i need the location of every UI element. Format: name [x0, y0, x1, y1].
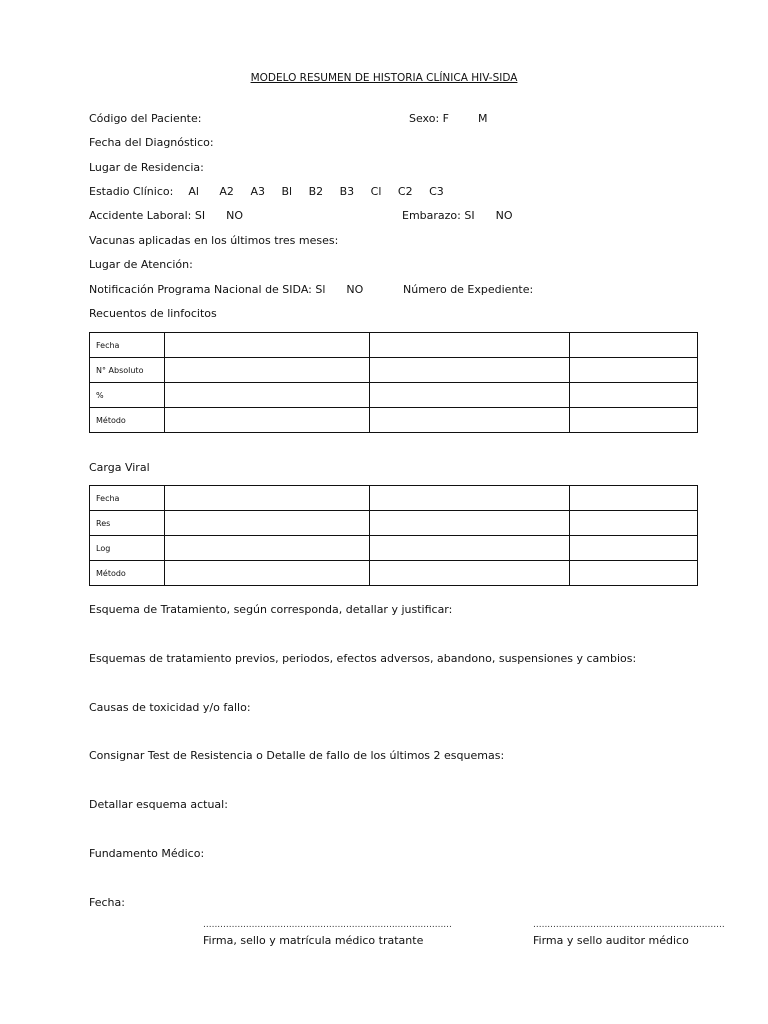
table-cell[interactable]	[570, 383, 698, 408]
table-cell[interactable]	[570, 333, 698, 358]
section-fundamento-medico: Fundamento Médico:	[89, 847, 205, 860]
carga-viral-table	[89, 485, 698, 586]
table-cell[interactable]	[165, 486, 370, 511]
signature-line-left: .......................................................................................	[203, 920, 452, 930]
estadio-clinico-row	[89, 185, 444, 198]
notificacion-si-option: Sl	[315, 283, 326, 296]
table-cell[interactable]	[570, 486, 698, 511]
table-cell[interactable]	[570, 408, 698, 433]
table-cell[interactable]	[165, 536, 370, 561]
table-row	[90, 358, 698, 383]
table-row	[90, 383, 698, 408]
table-cell[interactable]	[165, 358, 370, 383]
estadio-option: A3	[250, 185, 265, 198]
fecha-diagnostico-label: Fecha del Diagnóstico:	[89, 136, 214, 149]
table-cell[interactable]	[570, 511, 698, 536]
sexo-m-option: M	[478, 112, 488, 125]
table-cell[interactable]	[570, 536, 698, 561]
table-cell[interactable]	[370, 561, 570, 586]
section-esquema-tratamiento: Esquema de Tratamiento, según corresponda, detallar y justificar:	[89, 603, 453, 616]
row-label: N° Absoluto	[90, 358, 165, 383]
embarazo-row	[402, 209, 513, 222]
row-label: Res	[90, 511, 165, 536]
row-label: Método	[90, 561, 165, 586]
notificacion-label: Notificación Programa Nacional de SIDA:	[89, 283, 312, 296]
lugar-residencia-label: Lugar de Residencia:	[89, 161, 204, 174]
row-label: %	[90, 383, 165, 408]
accidente-label: Accidente Laboral:	[89, 209, 192, 222]
embarazo-label: Embarazo:	[402, 209, 461, 222]
vacunas-label: Vacunas aplicadas en los últimos tres meses:	[89, 234, 339, 247]
sexo-group	[409, 112, 488, 125]
codigo-label: Código del Paciente:	[89, 112, 202, 125]
estadio-option: C2	[397, 185, 413, 198]
estadio-option: B2	[308, 185, 324, 198]
notificacion-row	[89, 283, 363, 296]
table-cell[interactable]	[570, 358, 698, 383]
table-cell[interactable]	[165, 408, 370, 433]
sexo-f-option: F	[442, 112, 449, 125]
table-cell[interactable]	[165, 511, 370, 536]
linfocitos-table	[89, 332, 698, 433]
section-causas-toxicidad: Causas de toxicidad y/o fallo:	[89, 701, 251, 714]
table-row	[90, 536, 698, 561]
row-label: Log	[90, 536, 165, 561]
row-label: Fecha	[90, 333, 165, 358]
table-cell[interactable]	[370, 358, 570, 383]
table-row	[90, 408, 698, 433]
notificacion-no-option: NO	[346, 283, 364, 296]
row-label: Fecha	[90, 486, 165, 511]
estadio-option: B3	[339, 185, 355, 198]
table-cell[interactable]	[570, 561, 698, 586]
embarazo-no-option: NO	[495, 209, 513, 222]
table-cell[interactable]	[165, 561, 370, 586]
numero-expediente-label: Número de Expediente:	[403, 283, 534, 296]
estadio-option: Bl	[281, 185, 293, 198]
section-test-resistencia: Consignar Test de Resistencia o Detalle de fallo de los últimos 2 esquemas:	[89, 749, 505, 762]
table-cell[interactable]	[165, 383, 370, 408]
estadio-option: C3	[429, 185, 444, 198]
estadio-option: Al	[188, 185, 199, 198]
table-row	[90, 561, 698, 586]
accidente-laboral-row	[89, 209, 243, 222]
table-cell[interactable]	[165, 333, 370, 358]
accidente-no-option: NO	[226, 209, 244, 222]
signature-line-right: ...................................................................	[533, 920, 725, 930]
table-row	[90, 333, 698, 358]
table-cell[interactable]	[370, 408, 570, 433]
recuentos-linfocitos-title: Recuentos de linfocitos	[89, 307, 217, 320]
carga-viral-title: Carga Viral	[89, 461, 150, 474]
table-cell[interactable]	[370, 536, 570, 561]
sexo-label: Sexo:	[409, 112, 440, 125]
section-fecha: Fecha:	[89, 896, 125, 909]
section-esquemas-previos: Esquemas de tratamiento previos, periodos, efectos adversos, abandono, suspensiones y cambios:	[89, 652, 637, 665]
table-row	[90, 486, 698, 511]
signature-label-left: Firma, sello y matrícula médico tratante	[203, 934, 424, 947]
estadio-option: Cl	[370, 185, 382, 198]
accidente-si-option: SI	[194, 209, 206, 222]
estadio-label: Estadio Clínico:	[89, 185, 174, 198]
page-title: MODELO RESUMEN DE HISTORIA CLÍNICA HIV-SIDA	[250, 72, 518, 84]
table-cell[interactable]	[370, 333, 570, 358]
embarazo-si-option: SI	[464, 209, 475, 222]
table-cell[interactable]	[370, 383, 570, 408]
lugar-atencion-label: Lugar de Atención:	[89, 258, 193, 271]
section-esquema-actual: Detallar esquema actual:	[89, 798, 228, 811]
table-cell[interactable]	[370, 486, 570, 511]
signature-label-right: Firma y sello auditor médico	[533, 934, 689, 947]
table-cell[interactable]	[370, 511, 570, 536]
table-row	[90, 511, 698, 536]
row-label: Método	[90, 408, 165, 433]
estadio-option: A2	[219, 185, 234, 198]
